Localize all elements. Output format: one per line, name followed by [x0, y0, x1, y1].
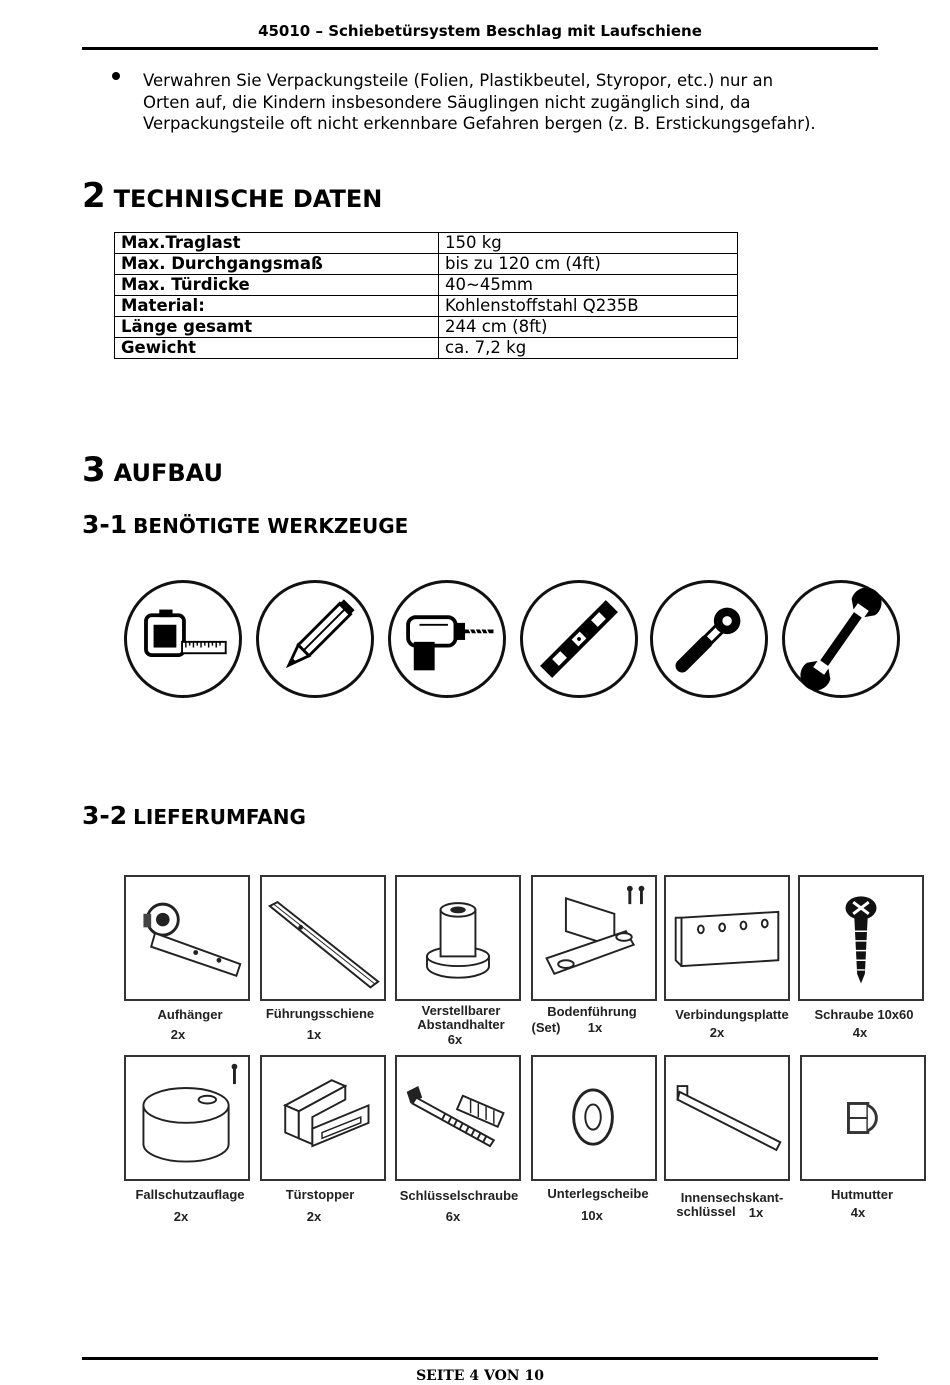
tape-measure-icon — [124, 580, 242, 698]
part-label: Verstellbarer — [421, 1003, 501, 1018]
subsection-title: LIEFERUMFANG — [133, 805, 306, 829]
part-label: Unterlegscheibe — [547, 1186, 649, 1201]
table-row — [115, 317, 738, 338]
table-row — [115, 296, 738, 317]
washer-image — [531, 1055, 657, 1181]
safety-note-line: Verwahren Sie Verpackungsteile (Folien, Plastikbeutel, Styropor, etc.) nur an — [143, 71, 774, 90]
hex-key-image — [664, 1055, 790, 1181]
footer-divider — [82, 1357, 878, 1360]
spec-key: Material: — [115, 296, 439, 317]
spec-value: 40~45mm — [439, 275, 738, 296]
section-title: AUFBAU — [113, 459, 224, 487]
socket-wrench-icon — [650, 580, 768, 698]
section-heading-technische-daten — [82, 176, 382, 216]
part-label: Innensechskant- — [680, 1190, 784, 1205]
spec-key: Gewicht — [115, 338, 439, 359]
part-label: Fallschutzauflage — [135, 1187, 245, 1202]
subsection-title: BENÖTIGTE WERKZEUGE — [133, 514, 409, 538]
part-label: Bodenführung — [547, 1004, 637, 1019]
part-quantity: 4x — [852, 1025, 868, 1040]
part-quantity: 6x — [447, 1032, 463, 1047]
part-quantity: 6x — [445, 1209, 461, 1224]
safety-note — [143, 70, 883, 135]
section-title: TECHNISCHE DATEN — [113, 185, 383, 213]
safety-note-line: Verpackungsteile oft nicht erkennbare Gefahren bergen (z. B. Erstickungsgefahr). — [143, 114, 816, 133]
specifications-table — [114, 232, 738, 359]
part-quantity: 10x — [581, 1208, 603, 1223]
spec-value: Kohlenstoffstahl Q235B — [439, 296, 738, 317]
spec-value: 150 kg — [439, 233, 738, 254]
part-quantity: 4x — [850, 1205, 866, 1220]
part-label: (Set) — [531, 1020, 561, 1035]
part-label: Schlüsselschraube — [399, 1188, 519, 1203]
part-quantity: 2x — [170, 1027, 186, 1042]
table-row — [115, 338, 738, 359]
table-row — [115, 275, 738, 296]
door-stopper-image — [260, 1055, 386, 1181]
spec-key: Max. Durchgangsmaß — [115, 254, 439, 275]
screw-image — [798, 875, 924, 1001]
part-label: Führungsschiene — [265, 1006, 375, 1021]
part-quantity: 2x — [306, 1209, 322, 1224]
subsection-number: 3-1 — [82, 510, 128, 539]
fall-protection-pad-image — [124, 1055, 250, 1181]
spec-key: Länge gesamt — [115, 317, 439, 338]
part-quantity: 2x — [709, 1025, 725, 1040]
bullet-point — [112, 72, 120, 80]
part-quantity: 2x — [173, 1209, 189, 1224]
table-row — [115, 254, 738, 275]
spec-value: bis zu 120 cm (4ft) — [439, 254, 738, 275]
part-label: Hutmutter — [830, 1187, 894, 1202]
spacer-image — [395, 875, 521, 1001]
drill-icon — [388, 580, 506, 698]
part-label: Schraube 10x60 — [814, 1007, 914, 1022]
spec-key: Max. Türdicke — [115, 275, 439, 296]
spanner-icon — [782, 580, 900, 698]
floor-guide-image — [531, 875, 657, 1001]
page-number: SEITE 4 VON 10 — [416, 1368, 544, 1384]
part-label: Abstandhalter — [417, 1017, 505, 1032]
cap-nut-image — [800, 1055, 926, 1181]
table-row — [115, 233, 738, 254]
part-label: Türstopper — [285, 1187, 355, 1202]
spec-value: 244 cm (8ft) — [439, 317, 738, 338]
section-heading-aufbau — [82, 450, 223, 490]
lag-screw-image — [395, 1055, 521, 1181]
part-quantity: 1x — [748, 1205, 764, 1220]
connecting-plate-image — [664, 875, 790, 1001]
header-divider — [82, 47, 878, 50]
part-label: schlüssel — [676, 1204, 736, 1219]
spirit-level-icon — [520, 580, 638, 698]
subsection-heading-werkzeuge — [82, 510, 408, 539]
part-label: Verbindungsplatte — [675, 1007, 789, 1022]
subsection-heading-lieferumfang — [82, 801, 306, 830]
part-quantity: 1x — [587, 1020, 603, 1035]
subsection-number: 3-2 — [82, 801, 128, 830]
guide-rail-image — [260, 875, 386, 1001]
spec-value: ca. 7,2 kg — [439, 338, 738, 359]
pencil-icon — [256, 580, 374, 698]
section-number: 2 — [82, 176, 106, 216]
safety-note-line: Orten auf, die Kindern insbesondere Säuglingen nicht zugänglich sind, da — [143, 92, 751, 112]
part-quantity: 1x — [306, 1027, 322, 1042]
part-label: Aufhänger — [157, 1007, 223, 1022]
hanger-image — [124, 875, 250, 1001]
page-header-title: 45010 – Schiebetürsystem Beschlag mit Laufschiene — [258, 22, 702, 40]
section-number: 3 — [82, 450, 106, 490]
spec-key: Max.Traglast — [115, 233, 439, 254]
